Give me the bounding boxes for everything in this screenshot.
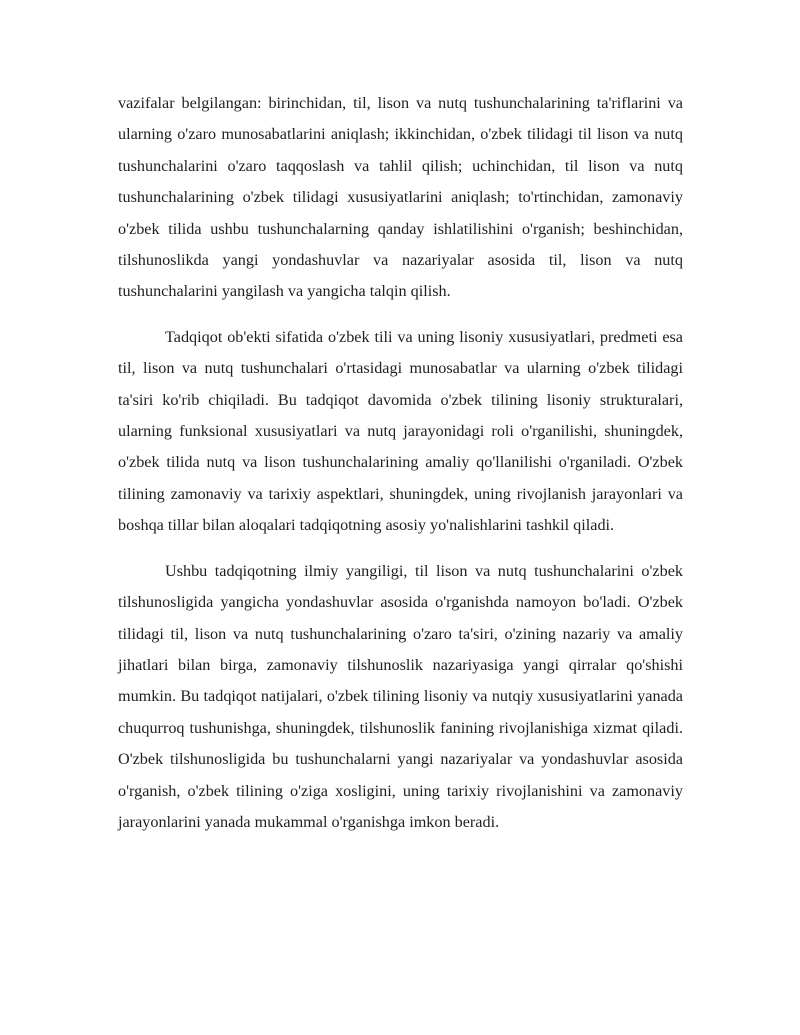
paragraph-research-object: Tadqiqot ob'ekti sifatida o'zbek tili va uning lisoniy xususiyatlari, predmeti esa til, lison va nutq tushunchalari o'rtasidagi munosabatlar va ularning o'zbek tilidagi ta'siri ko'rib chiqiladi. Bu tadqiqot davomida o'zbek tilining lisoniy strukturalari, ularning funksional xususiyatlari va nutq jarayonidagi roli o'rganilishi, shuningdek, o'zbek tilida nutq va lison tushunchalarining amaliy qo'llanilishi o'rganiladi. O'zbek tilining zamonaviy va tarixiy aspektlari, shuningdek, uning rivojlanish jarayonlari va boshqa tillar bilan aloqalari tadqiqotning asosiy yo'nalishlarini tashkil qiladi. xyxy=(118,327,683,535)
paragraph-scientific-novelty: Ushbu tadqiqotning ilmiy yangiligi, til lison va nutq tushunchalarini o'zbek tilshunosligida yangicha yondashuvlar asosida o'rganishda namoyon bo'ladi. O'zbek tilidagi til, lison va nutq tushunchalarining o'zaro ta'siri, o'zining nazariy va amaliy jihatlari bilan birga, zamonaviy tilshunoslik nazariyasiga yangi qirralar qo'shishi mumkin. Bu tadqiqot natijalari, o'zbek tilining lisoniy va nutqiy xususiyatlarini yanada chuqurroq tushunishga, shuningdek, tilshunoslik fanining rivojlanishiga xizmat qiladi. O'zbek tilshunosligida bu tushunchalarni yangi nazariyalar va yondashuvlar asosida o'rganish, o'zbek tilining o'ziga xosligini, uning tarixiy rivojlanishini va zamonaviy jarayonlarini yanada mukammal o'rganishga imkon beradi. xyxy=(118,561,683,831)
document-page xyxy=(118,88,683,838)
paragraph-tasks-continuation: vazifalar belgilangan: birinchidan, til, lison va nutq tushunchalarining ta'riflarini va ularning o'zaro munosabatlarini aniqlash; ikkinchidan, o'zbek tilidagi til lison va nutq tushunchalarini o'zaro taqqoslash va tahlil qilish; uchinchidan, til lison va nutq tushunchalarining o'zbek tilidagi xususiyatlarini aniqlash; to'rtinchidan, zamonaviy o'zbek tilida ushbu tushunchalarning qanday ishlatilishini o'rganish; beshinchidan, tilshunoslikda yangi yondashuvlar va nazariyalar asosida til, lison va nutq tushunchalarini yangilash va yangicha talqin qilish. xyxy=(118,94,683,301)
